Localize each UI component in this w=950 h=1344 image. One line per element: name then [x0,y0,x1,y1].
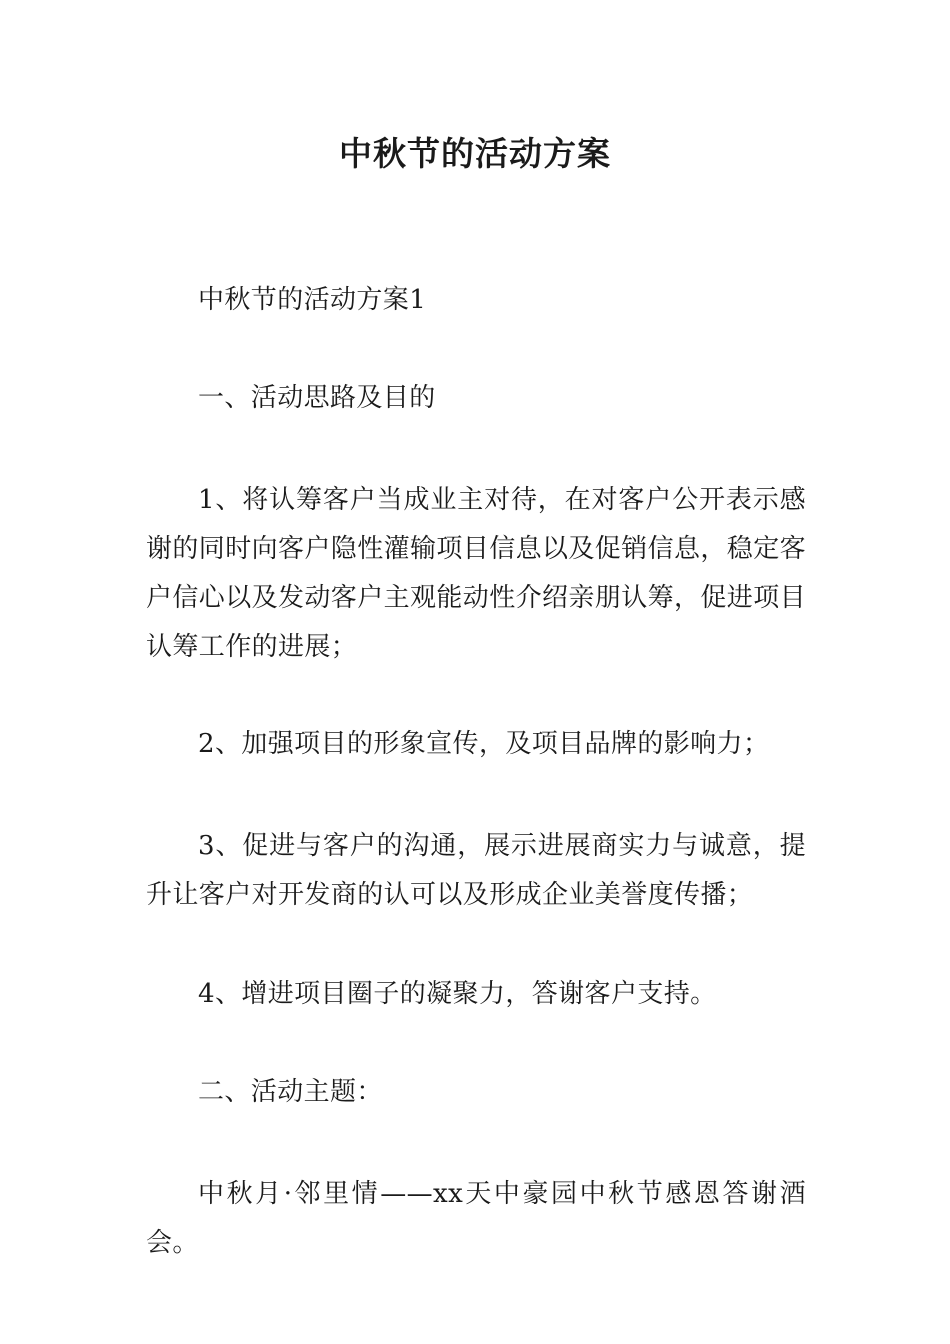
paragraph-theme: 中秋月·邻里情——xx天中豪园中秋节感恩答谢酒会。 [146,1179,806,1258]
paragraph-goal-1: 1、将认筹客户当成业主对待，在对客户公开表示感谢的同时向客户隐性灌输项目信息以及促销信息，稳定客户信心以及发动客户主观能动性介绍亲朋认筹，促进项目认筹工作的进展； [146,485,807,662]
section-heading-plan-1: 中秋节的活动方案1 [198,285,427,315]
section-heading-theme: 二、活动主题： [198,1077,383,1107]
section-heading-goals: 一、活动思路及目的 [198,383,436,413]
paragraph-goal-4: 4、增进项目圈子的凝聚力，答谢客户支持。 [198,979,717,1009]
paragraph-goal-2: 2、加强项目的形象宣传，及项目品牌的影响力； [198,729,770,759]
document-title: 中秋节的活动方案 [339,134,611,173]
paragraph-goal-3: 3、促进与客户的沟通，展示进展商实力与诚意，提升让客户对开发商的认可以及形成企业美誉度传播； [146,831,806,910]
